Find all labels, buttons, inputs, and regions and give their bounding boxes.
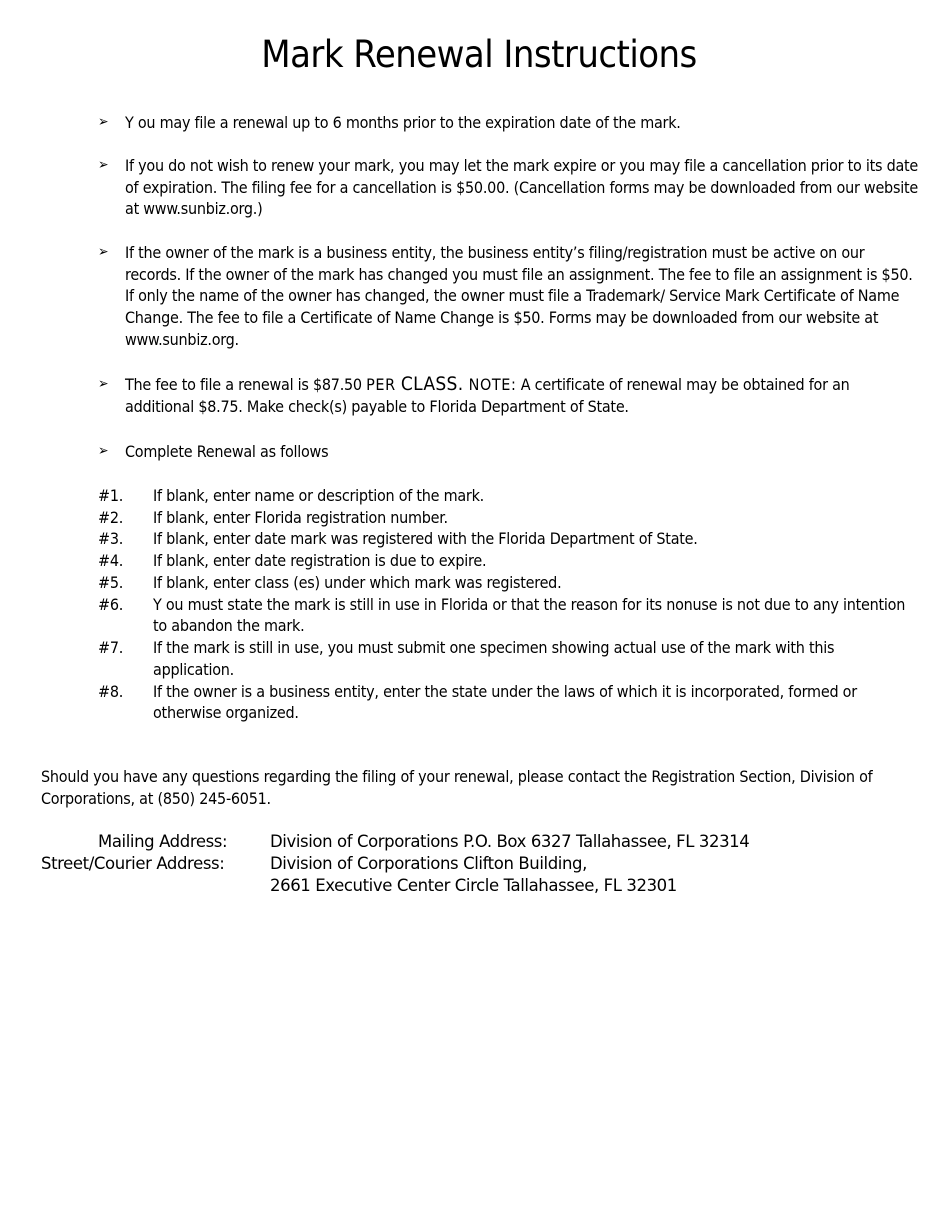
- step-number: #6.: [98, 594, 124, 614]
- step-number: #7.: [98, 638, 124, 657]
- arrow-bullet-icon: ➢: [98, 114, 109, 130]
- street-address-line2: 2661 Executive Center Circle Tallahassee, FL 32301: [270, 876, 677, 895]
- bullet-item: [98, 374, 918, 418]
- bullet-text: If the owner of the mark is a business entity, the business entity’s filing/registration must be active on our records. If the owner of the mark has changed you must file an assignment. The fee to file an assignment is $50. If only the name of the owner has changed, the owner must file a Trademark/ Service Mark Certificate of Name Change. The fee to file a Certificate of Name Change is $50. Forms may be downloaded from our website at www.sunbiz.org.: [125, 243, 913, 349]
- fee-text: The fee to file a renewal is $87.50: [125, 375, 367, 394]
- bullet-item: [98, 155, 918, 221]
- arrow-bullet-icon: ➢: [98, 157, 109, 173]
- per-text: PER: [366, 375, 401, 394]
- bullet-text: [125, 374, 920, 417]
- street-address-line1: Division of Corporations Clifton Building,: [270, 854, 587, 873]
- step-number: #4.: [98, 551, 124, 571]
- note-label: NOTE:: [463, 375, 517, 394]
- note-text: A certificate of renewal may be obtained for an additional $8.75. Make check(s) payable to Florida Department of State.: [125, 375, 850, 416]
- step-number: #3.: [98, 529, 124, 549]
- bullet-item: [98, 441, 918, 463]
- arrow-bullet-icon: ➢: [98, 443, 109, 459]
- bullet-item: [98, 242, 918, 352]
- step-number: #8.: [98, 681, 124, 701]
- step-text: Y ou must state the mark is still in use in Florida or that the reason for its nonuse is not due to any intention to abandon the mark.: [153, 594, 906, 636]
- mailing-address-value: Division of Corporations P.O. Box 6327 Tallahassee, FL 32314: [270, 832, 750, 851]
- step-number: #2.: [98, 507, 124, 527]
- step-text: If blank, enter name or description of the mark.: [153, 486, 484, 505]
- step-text: If blank, enter date mark was registered with the Florida Department of State.: [153, 529, 698, 549]
- bullet-item: [98, 112, 918, 134]
- step-text: If blank, enter Florida registration number.: [153, 507, 448, 527]
- step-text: If blank, enter date registration is due to expire.: [153, 551, 487, 571]
- step-number: #5.: [98, 572, 124, 592]
- bullet-text: Y ou may file a renewal up to 6 months prior to the expiration date of the mark.: [125, 113, 681, 132]
- bullet-text: Complete Renewal as follows: [125, 442, 329, 461]
- arrow-bullet-icon: ➢: [98, 376, 109, 392]
- step-text: If the owner is a business entity, enter the state under the laws of which it is incorporated, formed or otherwise organized.: [153, 681, 857, 723]
- contact-paragraph: Should you have any questions regarding the filing of your renewal, please contact the Registration Section, Division of Corporations, at (850) 245-6051.: [41, 767, 873, 808]
- step-number: #1.: [98, 486, 124, 505]
- bullet-text: If you do not wish to renew your mark, you may let the mark expire or you may file a cancellation prior to its date of expiration. The filing fee for a cancellation is $50.00. (Cancellation forms may be downloaded from our website at www.sunbiz.org.): [125, 156, 919, 219]
- mailing-address-label: Mailing Address:: [98, 832, 228, 851]
- step-text: If blank, enter class (es) under which mark was registered.: [153, 572, 562, 592]
- step-text: If the mark is still in use, you must submit one specimen showing actual use of the mark with this application.: [153, 638, 835, 679]
- street-address-label: Street/Courier Address:: [41, 854, 225, 873]
- arrow-bullet-icon: ➢: [98, 244, 109, 260]
- page-title: Mark Renewal Instructions: [261, 33, 697, 76]
- class-text: CLASS.: [400, 373, 464, 395]
